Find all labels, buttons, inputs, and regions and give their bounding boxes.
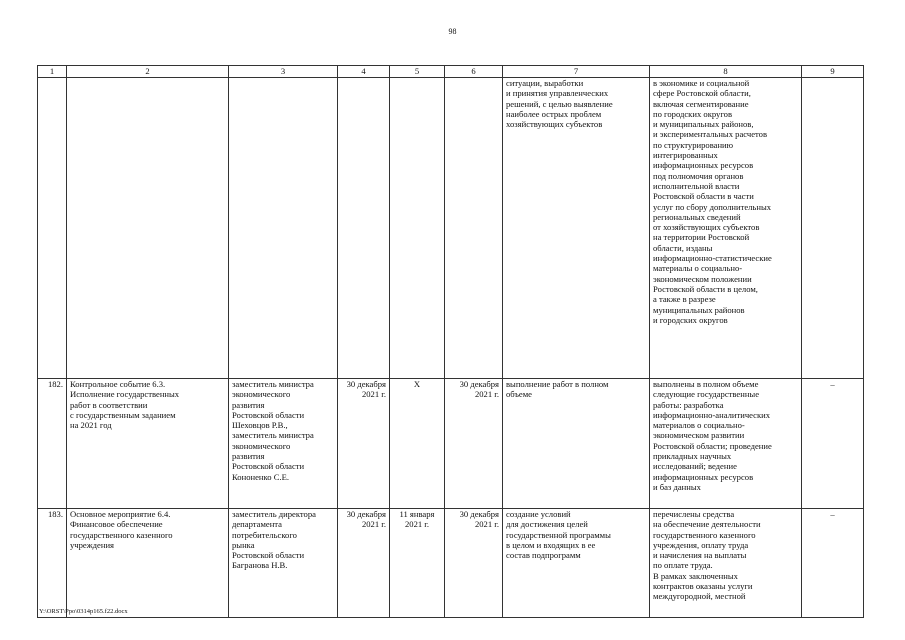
cell-line: по городских округов (653, 108, 733, 119)
cell-line: услуг по сбору дополнительных (653, 201, 772, 212)
header-cell-5: 5 (390, 66, 445, 78)
table-row (38, 78, 864, 379)
cell-line: перечислены средства (653, 509, 735, 519)
cell-line: Ростовской области (232, 409, 305, 420)
header-cell-3: 3 (229, 66, 338, 78)
cell-line: государственного казенного (70, 529, 173, 540)
table-row (38, 509, 864, 618)
cell-line: на территории Ростовской (653, 232, 750, 243)
row-number: 182. (47, 379, 63, 389)
cell-col-2 (67, 509, 229, 618)
cell-line: экономического (232, 440, 291, 451)
cell-line: материалов о социально- (653, 420, 745, 431)
cell-col-8 (650, 509, 802, 618)
cell-line: 2021 г. (361, 519, 386, 530)
cell-col-7 (503, 379, 650, 509)
cell-line: заместитель министра (232, 379, 314, 389)
cell-line: на 2021 год (70, 420, 112, 431)
cell-line: на обеспечение деятельности (653, 519, 761, 530)
cell-line: сфере Ростовской области, (653, 88, 751, 99)
cell-line: экономического (232, 389, 291, 400)
cell-line: заместитель министра (232, 430, 314, 441)
cell-line: Ростовской области; проведение (653, 440, 772, 451)
cell-col-3 (229, 379, 338, 509)
cell-line: учреждения (70, 539, 115, 550)
cell-line: и начисления на выплаты (653, 550, 747, 561)
cell-line: Контрольное событие 6.3. (70, 379, 166, 389)
cell-col-9 (802, 379, 864, 509)
cell-line: 30 декабря (459, 509, 499, 519)
cell-line: ситуации, выработки (506, 78, 584, 88)
cell-col-5 (390, 509, 445, 618)
cell-line: информационных ресурсов (653, 471, 754, 482)
cell-line: 30 декабря (346, 379, 386, 389)
row-number: 183. (47, 509, 63, 519)
cell-line: 30 декабря (459, 379, 499, 389)
cell-line: следующие государственные (653, 389, 760, 400)
cell-line: Основное мероприятие 6.4. (70, 509, 171, 519)
cell-line: государственного казенного (653, 529, 756, 540)
cell-col-1 (38, 379, 67, 509)
cell-line: потребительского (232, 529, 297, 540)
cell-col-2 (67, 379, 229, 509)
cell-line: работ в соответствии (70, 399, 148, 410)
cell-line: в целом и входящих в ее (506, 539, 596, 550)
cell-col-9 (802, 509, 864, 618)
page-number: 98 (448, 27, 457, 36)
cell-line: Кононенко С.Е. (232, 471, 289, 482)
cell-line: информационных ресурсов (653, 160, 754, 171)
cell-line: 2021 г. (474, 519, 499, 530)
cell-line: под полномочия органов (653, 170, 744, 181)
header-cell-2: 2 (67, 66, 229, 78)
cell-line: выполнение работ в полном (506, 379, 609, 389)
cell-line: 2021 г. (361, 389, 386, 400)
plan-table (37, 65, 864, 618)
cell-line: Ростовской области (232, 550, 305, 561)
table-row (38, 379, 864, 509)
header-cell-8: 8 (650, 66, 802, 78)
cell-line: и принятия управленческих (506, 88, 609, 99)
cell-line: 11 января (399, 509, 435, 519)
cell-line: заместитель директора (232, 509, 316, 519)
cell-line: работы: разработка (653, 399, 724, 410)
cell-line: Ростовской области в целом, (653, 283, 758, 294)
cell-line: по оплате труда. (653, 560, 713, 571)
cell-line: наиболее острых проблем (506, 108, 602, 119)
cell-line: развития (232, 399, 265, 410)
cell-line: Шеховцов Р.В., (232, 420, 288, 431)
cell-line: 2021 г. (404, 519, 430, 530)
header-cell-9: 9 (802, 66, 864, 78)
cell-line: решений, с целью выявление (506, 98, 613, 109)
cell-line: и городских округов (653, 314, 728, 325)
cell-line: Финансовое обеспечение (70, 519, 163, 530)
cell-line: контрактов оказаны услуги (653, 581, 753, 592)
cell-line: прикладных научных (653, 451, 732, 462)
cell-line: и баз данных (653, 481, 701, 492)
cell-text: – (830, 509, 835, 519)
table-body (38, 78, 864, 618)
cell-col-7 (503, 78, 650, 379)
cell-line: материалы о социально- (653, 263, 743, 274)
cell-line: Ростовской области (232, 461, 305, 472)
cell-line: Ростовской области в части (653, 191, 754, 202)
cell-line: развития (232, 451, 265, 462)
cell-line: исследований; ведение (653, 461, 737, 472)
cell-line: исполнительной власти (653, 180, 740, 191)
cell-line: информационно-аналитических (653, 409, 771, 420)
cell-col-4 (338, 78, 390, 379)
cell-line: хозяйствующих субъектов (506, 119, 603, 130)
cell-line: муниципальных районов (653, 304, 745, 315)
cell-line: состав подпрограмм (506, 550, 581, 561)
cell-col-9 (802, 78, 864, 379)
cell-line: Багранова Н.В. (232, 560, 288, 571)
cell-line: В рамках заключенных (653, 570, 738, 581)
cell-col-4 (338, 509, 390, 618)
cell-line: Х (413, 379, 421, 389)
cell-line: информационно-статистические (653, 253, 772, 264)
cell-col-1 (38, 509, 67, 618)
cell-col-6 (445, 78, 503, 379)
cell-col-2 (67, 78, 229, 379)
cell-line: с государственным заданием (70, 409, 176, 420)
cell-line: выполнены в полном объеме (653, 379, 759, 389)
cell-line: рынка (232, 539, 255, 550)
cell-line: экономическом развитии (653, 430, 745, 441)
cell-line: области, изданы (653, 242, 713, 253)
header-cell-7: 7 (503, 66, 650, 78)
cell-line: интегрированных (653, 150, 718, 161)
cell-line: создание условий (506, 509, 571, 519)
cell-line: включая сегментирование (653, 98, 749, 109)
file-path-footer: Y:\ORST\Ppo\0314p165.f22.docx (39, 608, 128, 615)
cell-line: 2021 г. (474, 389, 499, 400)
cell-col-8 (650, 78, 802, 379)
cell-line: а также в разрезе (653, 294, 716, 305)
cell-text: – (830, 379, 835, 389)
cell-col-5 (390, 379, 445, 509)
cell-col-8 (650, 379, 802, 509)
column-number-header (38, 66, 864, 78)
cell-line: для достижения целей (506, 519, 588, 530)
cell-col-3 (229, 509, 338, 618)
cell-line: по структурированию (653, 139, 734, 150)
cell-line: от хозяйствующих субъектов (653, 222, 760, 233)
cell-line: и муниципальных районов, (653, 119, 754, 130)
cell-line: в экономике и социальной (653, 78, 750, 88)
header-cell-4: 4 (338, 66, 390, 78)
cell-line: государственной программы (506, 529, 611, 540)
cell-line: департамента (232, 519, 282, 530)
cell-col-6 (445, 379, 503, 509)
header-cell-6: 6 (445, 66, 503, 78)
cell-line: экономическом положении (653, 273, 752, 284)
header-cell-1: 1 (38, 66, 67, 78)
cell-line: учреждения, оплату труда (653, 539, 749, 550)
cell-line: Исполнение государственных (70, 389, 180, 400)
cell-col-7 (503, 509, 650, 618)
cell-line: и экспериментальных расчетов (653, 129, 768, 140)
cell-col-1 (38, 78, 67, 379)
cell-col-5 (390, 78, 445, 379)
cell-col-4 (338, 379, 390, 509)
cell-line: региональных сведений (653, 211, 741, 222)
cell-line: объеме (506, 389, 532, 400)
cell-col-3 (229, 78, 338, 379)
cell-line: 30 декабря (346, 509, 386, 519)
cell-col-6 (445, 509, 503, 618)
cell-line: междугородной, местной (653, 591, 746, 602)
